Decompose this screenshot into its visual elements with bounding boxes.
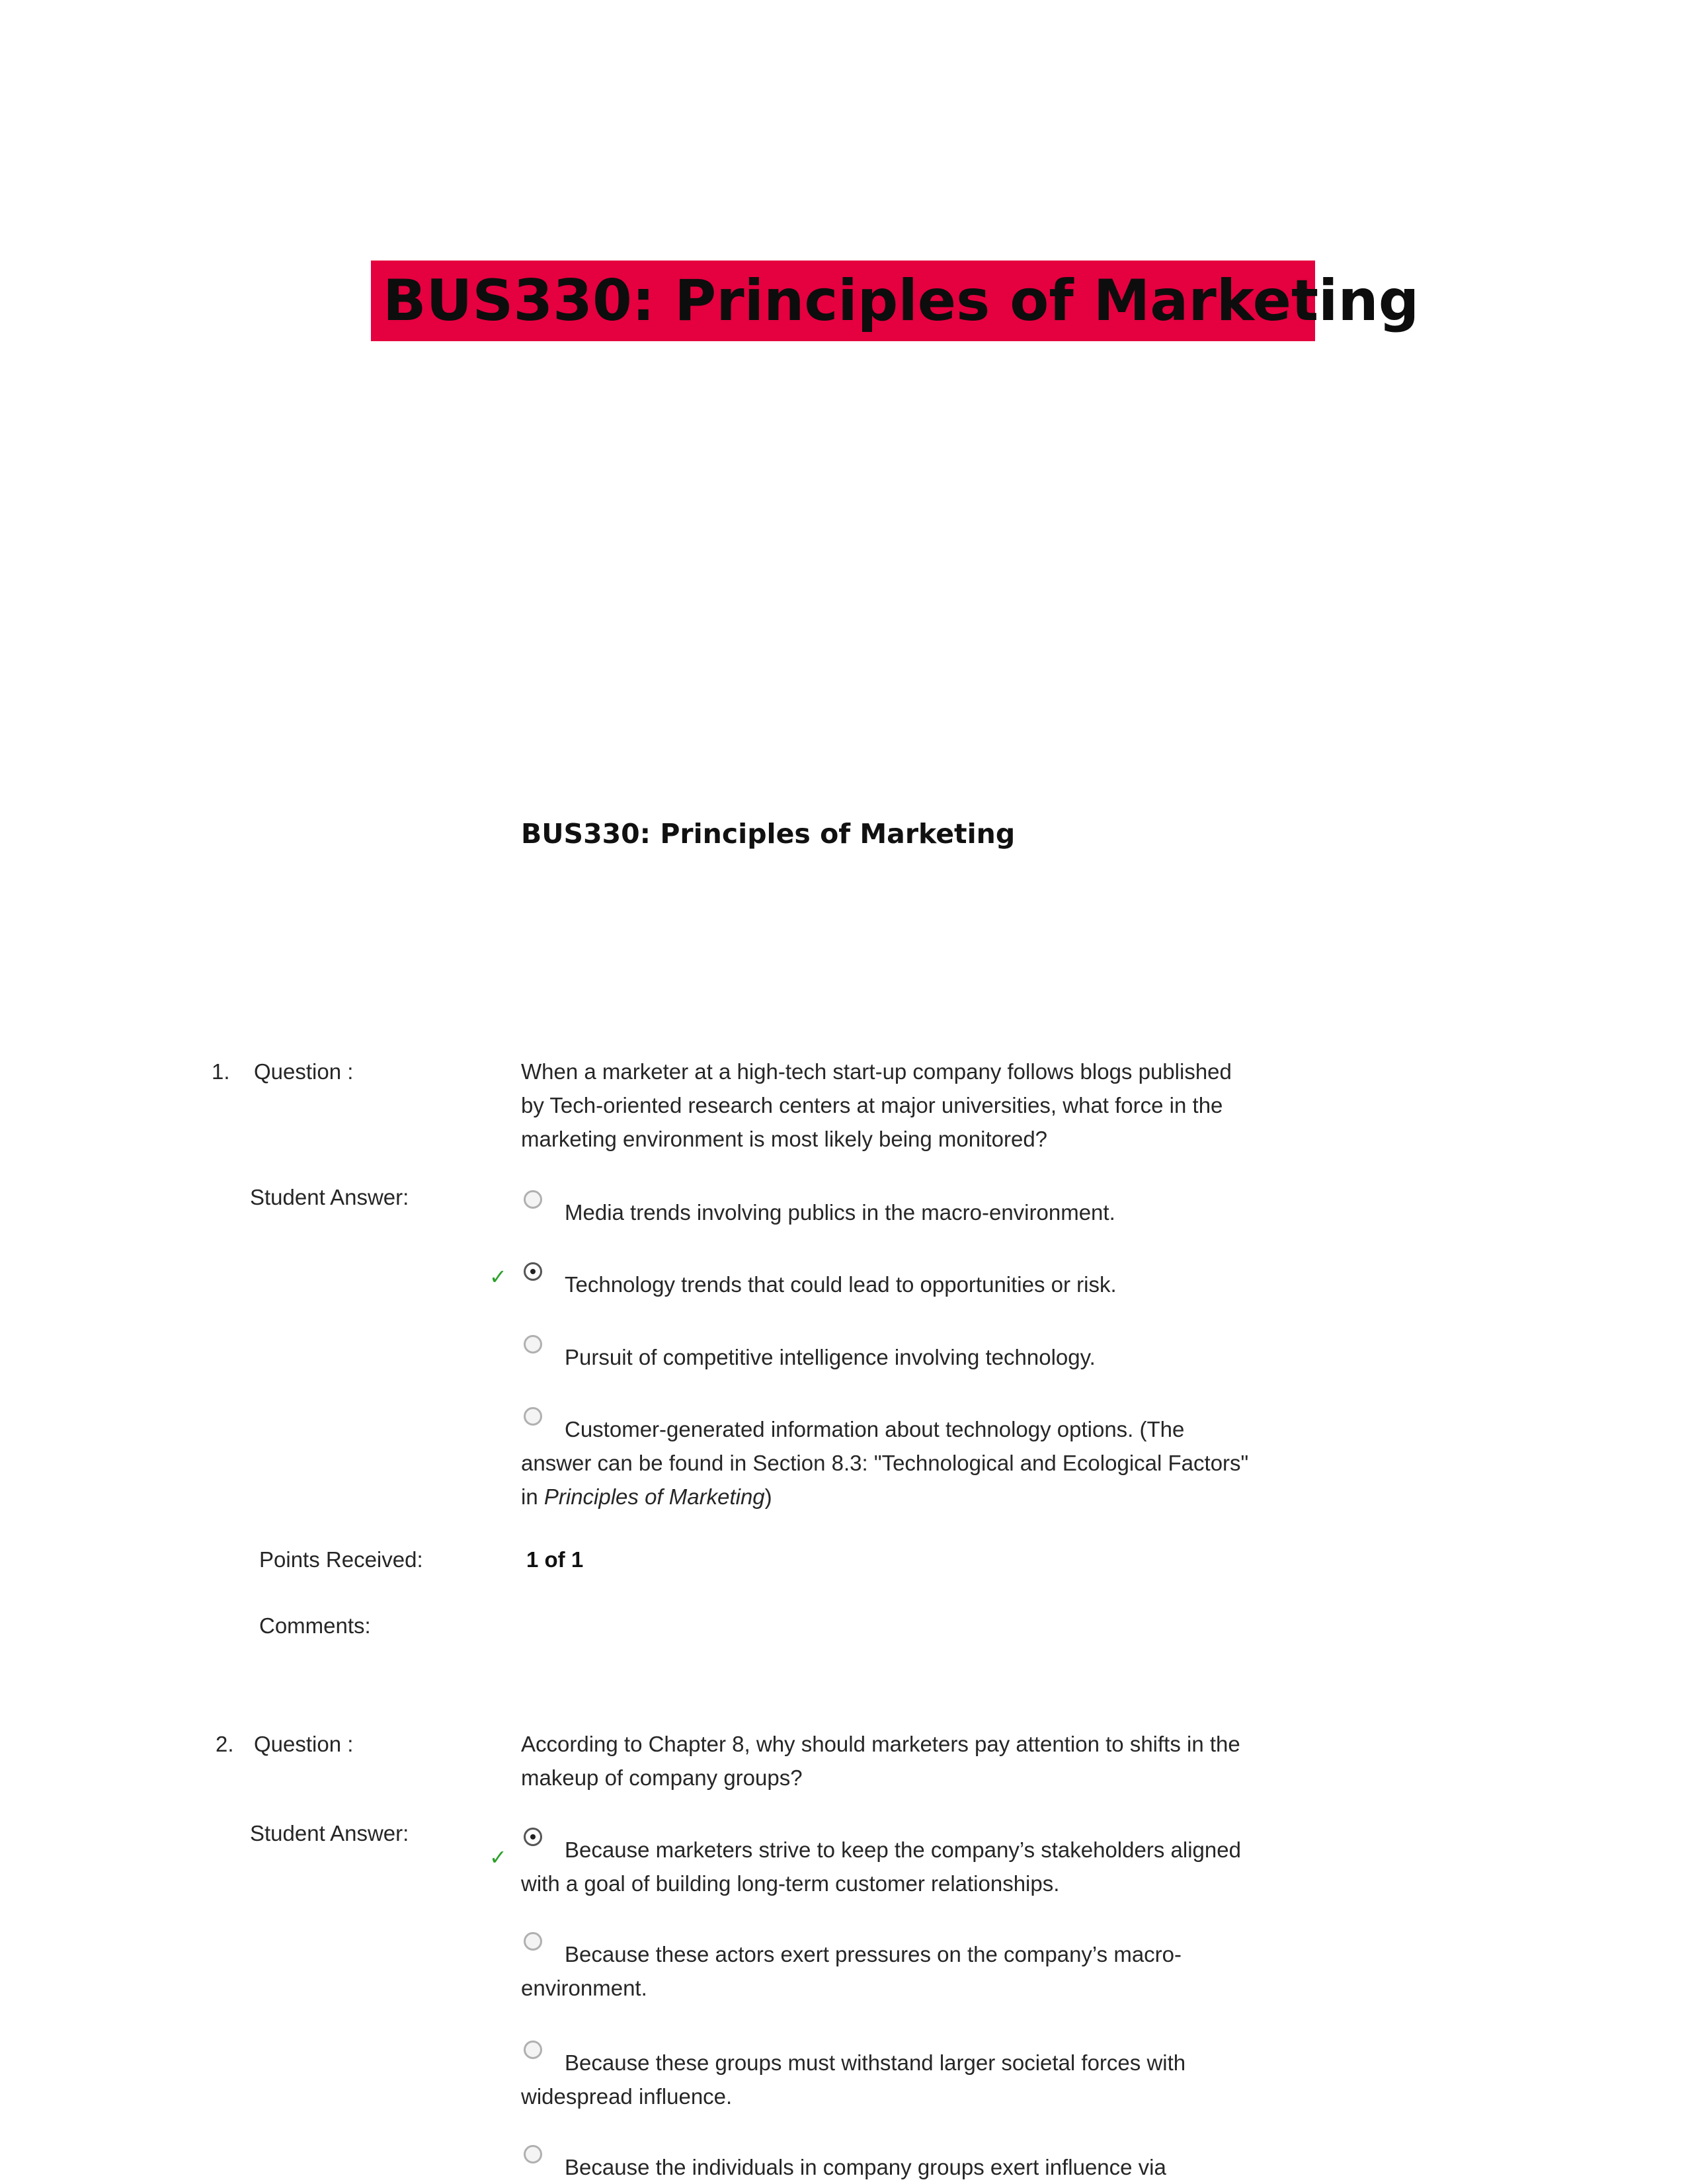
question-label: Question :: [254, 1732, 354, 1756]
closing-paren: ): [764, 1484, 772, 1509]
question-number: 1.: [212, 1059, 230, 1084]
question-number: 2.: [216, 1732, 234, 1756]
answer-option-selected: Because marketers strive to keep the company’s stakeholders aligned with a goal of building long-term customer relationships.: [521, 1838, 1241, 1896]
comments-label: Comments:: [259, 1613, 371, 1638]
answer-option: Because these groups must withstand larger societal forces with widespread influence.: [521, 2050, 1186, 2109]
student-answer-label: Student Answer:: [250, 1821, 409, 1845]
student-answer-label: Student Answer:: [250, 1185, 409, 1209]
points-received-label: Points Received:: [259, 1547, 423, 1572]
answer-option-selected: Technology trends that could lead to opportunities or risk.: [565, 1272, 1117, 1297]
answer-option-text: Customer-generated information about technology options. (The answer can be found in Section 8.3: "Technological and Ecological Factors" in: [521, 1417, 1249, 1509]
answer-option: Pursuit of competitive intelligence involving technology.: [565, 1345, 1096, 1369]
answer-option: [521, 1412, 1255, 1514]
answer-option: Because these actors exert pressures on the company’s macro-environment.: [521, 1942, 1182, 2000]
points-value: 1 of 1: [526, 1547, 584, 1572]
check-icon: ✓: [489, 1845, 507, 1869]
answer-option: Because the individuals in company groups exert influence via: [565, 2155, 1166, 2179]
page-title: BUS330: Principles of Marketing: [521, 818, 1016, 850]
answer-option: Media trends involving publics in the macro-environment.: [565, 1200, 1115, 1225]
question-text: According to Chapter 8, why should marketers pay attention to shifts in the makeup of company groups?: [521, 1732, 1240, 1790]
check-icon: ✓: [489, 1265, 507, 1289]
question-label: Question :: [254, 1059, 354, 1084]
question-text: When a marketer at a high-tech start-up company follows blogs published by Tech-oriented research centers at major universities, what force in the marketing environment is most likely being monitored?: [521, 1059, 1232, 1151]
book-title: Principles of Marketing: [543, 1484, 765, 1509]
banner-title: BUS330: Principles of Marketing: [371, 261, 1315, 341]
